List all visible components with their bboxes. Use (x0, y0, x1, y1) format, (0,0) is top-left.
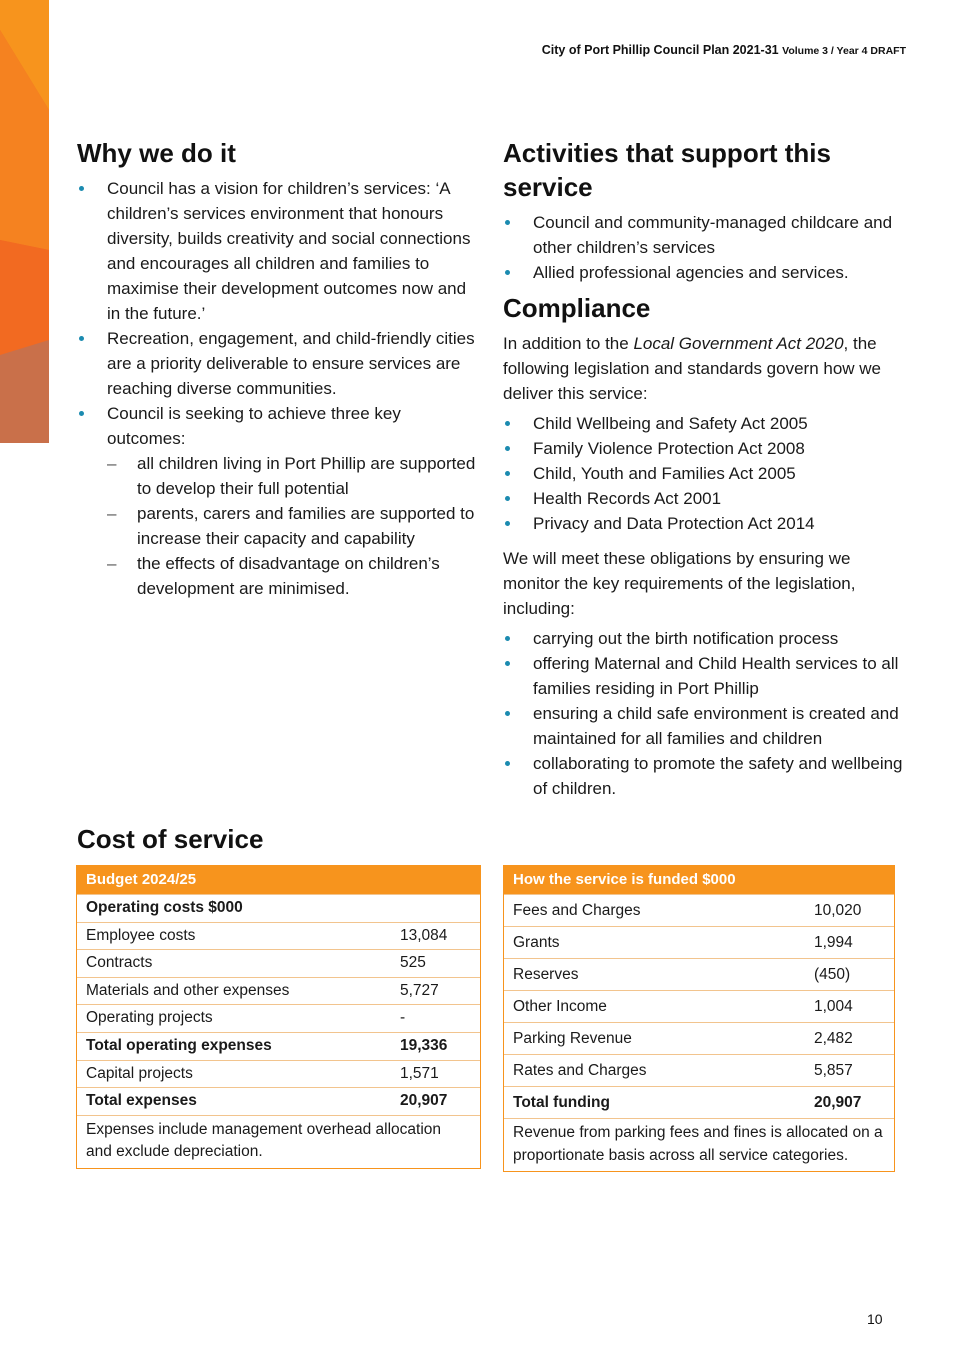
acts-list (503, 411, 908, 536)
list-item: Council and community-managed childcare and other children’s services (503, 210, 908, 260)
list-item (77, 401, 482, 601)
row-value: - (400, 1009, 406, 1027)
funding-table (503, 865, 895, 1172)
funding-table-note: Revenue from parking fees and fines is allocated on a proportionate basis across all service categories. (504, 1118, 894, 1171)
table-row (504, 990, 894, 1022)
outcomes-sublist (107, 451, 482, 601)
row-value: 525 (400, 954, 426, 972)
table-row (77, 949, 480, 977)
row-label: Capital projects (86, 1064, 193, 1082)
header-title-volume: Volume 3 / Year 4 DRAFT (782, 45, 906, 57)
row-label: Parking Revenue (513, 1030, 632, 1047)
table-row (77, 1060, 480, 1088)
table-row (504, 1054, 894, 1086)
right-column (503, 136, 908, 801)
activities-heading: Activities that support this service (503, 138, 831, 202)
list-item: Recreation, engagement, and child-friendly cities are a priority deliverable to ensure services are reaching diverse communities. (77, 326, 482, 401)
list-item: carrying out the birth notification process (503, 626, 908, 651)
decorative-side-bar (0, 0, 49, 443)
list-item: Child Wellbeing and Safety Act 2005 (503, 411, 908, 436)
row-label: Fees and Charges (513, 902, 641, 919)
row-value: 13,084 (400, 926, 448, 944)
list-item: Council has a vision for children’s services: ‘A children’s services environment that honours diversity, builds creativity and social connections and encourages all children and families to maximise their development outcomes now and in the future.’ (77, 176, 482, 326)
table-row (77, 1032, 480, 1060)
row-value: 10,020 (814, 902, 862, 919)
table-row (77, 922, 480, 950)
row-value: 5,857 (814, 1062, 853, 1079)
row-label: Employee costs (86, 926, 196, 944)
table-row (77, 977, 480, 1005)
row-label: Total expenses (86, 1092, 197, 1110)
budget-table-header: Budget 2024/25 (77, 866, 480, 894)
table-row (77, 894, 480, 922)
row-value: 20,907 (814, 1094, 862, 1111)
list-item: Allied professional agencies and services. (503, 260, 908, 285)
row-label: Operating costs $000 (86, 899, 243, 916)
page-number: 10 (867, 1311, 883, 1327)
row-label: Rates and Charges (513, 1062, 647, 1079)
table-row (77, 1004, 480, 1032)
compliance-heading: Compliance (503, 293, 651, 323)
row-value: (450) (814, 966, 851, 983)
sub-list-item: – the effects of disadvantage on children’s development are minimised. (107, 551, 482, 601)
row-value: 19,336 (400, 1036, 448, 1054)
table-row (504, 926, 894, 958)
compliance-intro-before: In addition to the (503, 334, 634, 353)
header-title-main: City of Port Phillip Council Plan 2021-31 (541, 43, 779, 57)
row-label: Total funding (513, 1094, 610, 1111)
compliance-intro (503, 331, 908, 406)
left-column (77, 136, 482, 601)
table-row (77, 1087, 480, 1115)
obligations-list (503, 626, 908, 801)
list-item-text: Council is seeking to achieve three key outcomes: (107, 404, 401, 448)
list-item: Child, Youth and Families Act 2005 (503, 461, 908, 486)
row-label: Other Income (513, 998, 607, 1015)
compliance-intro-after: , the following legislation and standards govern how we deliver this service: (503, 334, 882, 403)
row-label: Reserves (513, 966, 579, 983)
row-value: 5,727 (400, 981, 439, 999)
row-label: Materials and other expenses (86, 981, 290, 999)
table-row (504, 958, 894, 990)
row-value: 20,907 (400, 1092, 448, 1110)
row-label: Total operating expenses (86, 1036, 272, 1054)
list-item: Family Violence Protection Act 2008 (503, 436, 908, 461)
list-item: ensuring a child safe environment is created and maintained for all families and children (503, 701, 908, 751)
budget-table (76, 865, 481, 1169)
compliance-intro-act: Local Government Act 2020 (633, 334, 844, 353)
row-value: 1,004 (814, 998, 853, 1015)
list-item: offering Maternal and Child Health services to all families residing in Port Phillip (503, 651, 908, 701)
why-list (77, 176, 482, 601)
obligations-intro: We will meet these obligations by ensuring we monitor the key requirements of the legislation, including: (503, 549, 856, 618)
cost-heading: Cost of service (77, 824, 264, 854)
row-label: Grants (513, 934, 560, 951)
table-row (504, 894, 894, 926)
why-heading: Why we do it (77, 138, 236, 168)
side-bar-graphic (0, 0, 49, 443)
budget-table-note: Expenses include management overhead allocation and exclude depreciation. (77, 1115, 480, 1168)
row-label: Contracts (86, 954, 153, 972)
sub-list-item: – parents, carers and families are supported to increase their capacity and capability (107, 501, 482, 551)
row-label: Operating projects (86, 1009, 213, 1027)
list-item: Health Records Act 2001 (503, 486, 908, 511)
document-header (542, 43, 906, 57)
table-row (504, 1022, 894, 1054)
sub-list-item: – all children living in Port Phillip are supported to develop their full potential (107, 451, 482, 501)
list-item: collaborating to promote the safety and wellbeing of children. (503, 751, 908, 801)
list-item: Privacy and Data Protection Act 2014 (503, 511, 908, 536)
funding-table-header: How the service is funded $000 (504, 866, 894, 894)
row-value: 2,482 (814, 1030, 853, 1047)
row-value: 1,571 (400, 1064, 439, 1082)
table-row (504, 1086, 894, 1118)
activities-list (503, 210, 908, 285)
row-value: 1,994 (814, 934, 853, 951)
